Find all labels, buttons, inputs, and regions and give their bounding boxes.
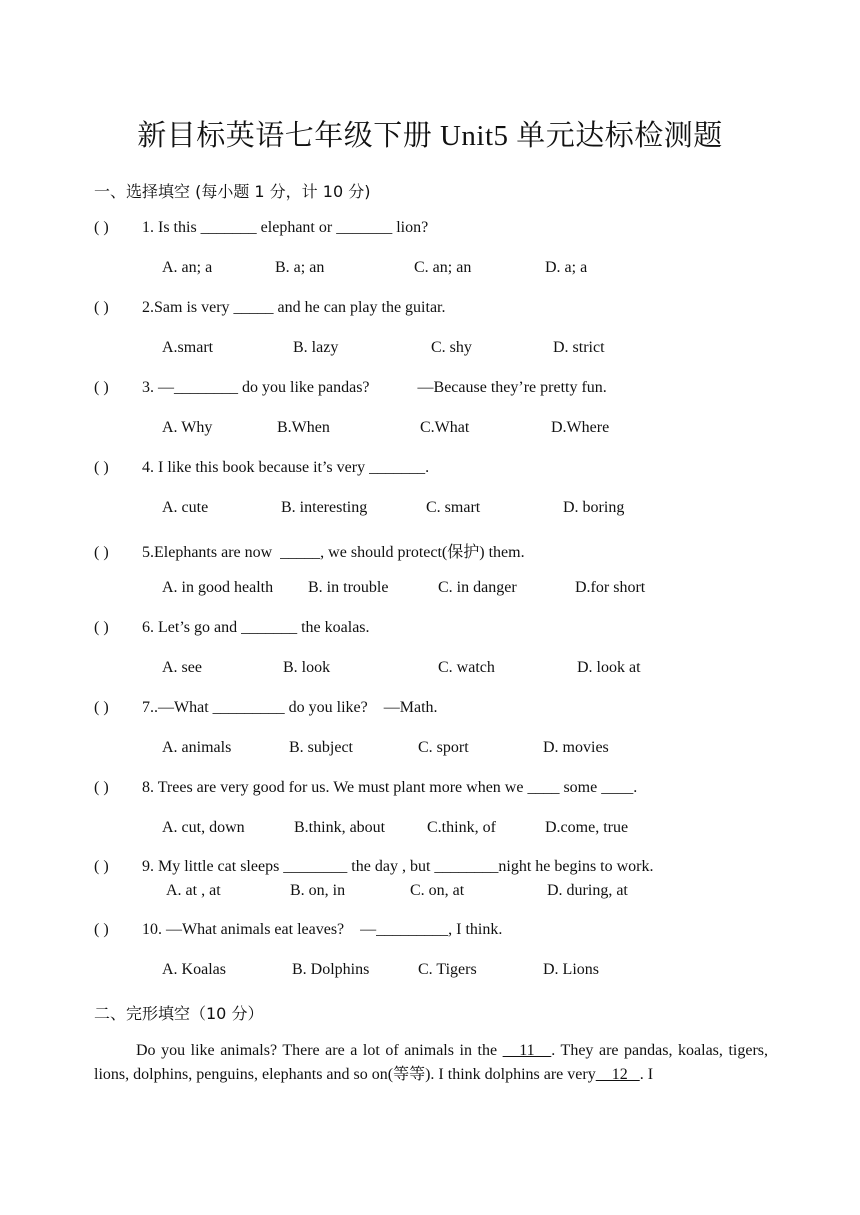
option-d: D. look at [577, 659, 641, 676]
question-6 [94, 619, 370, 637]
question-text: 1. Is this _______ elephant or _______ lion? [142, 219, 429, 236]
question-5-options [162, 579, 722, 599]
option-b: B. on, in [290, 882, 346, 899]
question-9-options [166, 882, 726, 902]
question-3 [94, 379, 607, 397]
answer-paren: ( ) [94, 858, 109, 875]
question-8-options [162, 819, 722, 839]
section-2-heading: 二、完形填空（10 分） [94, 1004, 264, 1023]
question-6-options [162, 659, 722, 679]
option-b: B. subject [289, 739, 353, 756]
blank-11: 11 [502, 1042, 552, 1059]
option-c: C. smart [426, 499, 481, 516]
passage-text: Do you like animals? There are a lot of animals in the [136, 1042, 503, 1059]
option-a: A. see [162, 659, 202, 676]
question-8 [94, 779, 637, 797]
question-10-options [162, 961, 722, 981]
option-a: A. in good health [162, 579, 274, 596]
answer-paren: ( ) [94, 544, 109, 561]
option-d: D. Lions [543, 961, 599, 978]
option-a: A. an; a [162, 259, 213, 276]
option-b: B.When [277, 419, 330, 436]
question-text: 7..—What _________ do you like? —Math. [142, 699, 438, 716]
question-4 [94, 459, 429, 477]
option-b: B. in trouble [308, 579, 389, 596]
question-10 [94, 921, 502, 939]
question-text: 4. I like this book because it’s very _______. [142, 459, 430, 476]
option-d: D. boring [563, 499, 625, 516]
option-b: B. a; an [275, 259, 325, 276]
option-a: A.smart [162, 339, 214, 356]
option-a: A. cute [162, 499, 209, 516]
blank-12: 12 [595, 1066, 640, 1083]
question-2 [94, 299, 445, 317]
option-d: D. during, at [547, 882, 628, 899]
option-a: A. Why [162, 419, 213, 436]
question-3-options [162, 419, 722, 439]
option-a: A. animals [162, 739, 232, 756]
question-2-options [162, 339, 722, 359]
option-c: C. on, at [410, 882, 465, 899]
question-9 [94, 858, 654, 876]
answer-paren: ( ) [94, 379, 109, 396]
option-a: A. Koalas [162, 961, 226, 978]
option-d: D.for short [575, 579, 646, 596]
cloze-passage [94, 1039, 768, 1087]
question-text: 9. My little cat sleeps ________ the day , but ________night he begins to work. [142, 858, 654, 875]
option-c: C. sport [418, 739, 469, 756]
option-b: B. interesting [281, 499, 368, 516]
option-c: C. shy [431, 339, 472, 356]
option-c: C. Tigers [418, 961, 477, 978]
question-text: 6. Let’s go and _______ the koalas. [142, 619, 370, 636]
option-a: A. at , at [166, 882, 221, 899]
option-b: B.think, about [294, 819, 386, 836]
option-d: D.Where [551, 419, 610, 436]
option-d: D. movies [543, 739, 609, 756]
option-d: D. strict [553, 339, 605, 356]
answer-paren: ( ) [94, 779, 109, 796]
answer-paren: ( ) [94, 219, 109, 236]
question-1-options [162, 259, 722, 279]
question-text: 2.Sam is very _____ and he can play the guitar. [142, 299, 446, 316]
option-b: B. Dolphins [292, 961, 370, 978]
answer-paren: ( ) [94, 619, 109, 636]
page-title: 新目标英语七年级下册 Unit5 单元达标检测题 [137, 120, 723, 152]
option-b: B. lazy [293, 339, 339, 356]
answer-paren: ( ) [94, 459, 109, 476]
question-text: 5.Elephants are now _____, we should protect(保护) them. [142, 544, 525, 561]
option-c: C. an; an [414, 259, 472, 276]
question-5 [94, 539, 525, 562]
answer-paren: ( ) [94, 299, 109, 316]
section-1-heading: 一、选择填空 (每小题 1 分，计 10 分) [94, 182, 371, 201]
option-b: B. look [283, 659, 331, 676]
question-4-options [162, 499, 722, 519]
option-c: C. in danger [438, 579, 517, 596]
answer-paren: ( ) [94, 921, 109, 938]
passage-text: . They are pandas, koalas, tigers, lions, dolphins, penguins, elephants and so on(等等). I think dolphins are very [94, 1042, 768, 1083]
answer-paren: ( ) [94, 699, 109, 716]
question-text: 10. —What animals eat leaves? —_________, I think. [142, 921, 503, 938]
option-a: A. cut, down [162, 819, 245, 836]
question-7 [94, 699, 438, 717]
option-d: D.come, true [545, 819, 629, 836]
question-1 [94, 219, 428, 237]
question-7-options [162, 739, 722, 759]
option-c: C.think, of [427, 819, 496, 836]
question-text: 8. Trees are very good for us. We must plant more when we ____ some ____. [142, 779, 638, 796]
option-c: C.What [420, 419, 470, 436]
option-d: D. a; a [545, 259, 588, 276]
passage-text: . I [639, 1066, 654, 1083]
option-c: C. watch [438, 659, 495, 676]
question-text: 3. —________ do you like pandas? —Because they’re pretty fun. [142, 379, 607, 396]
